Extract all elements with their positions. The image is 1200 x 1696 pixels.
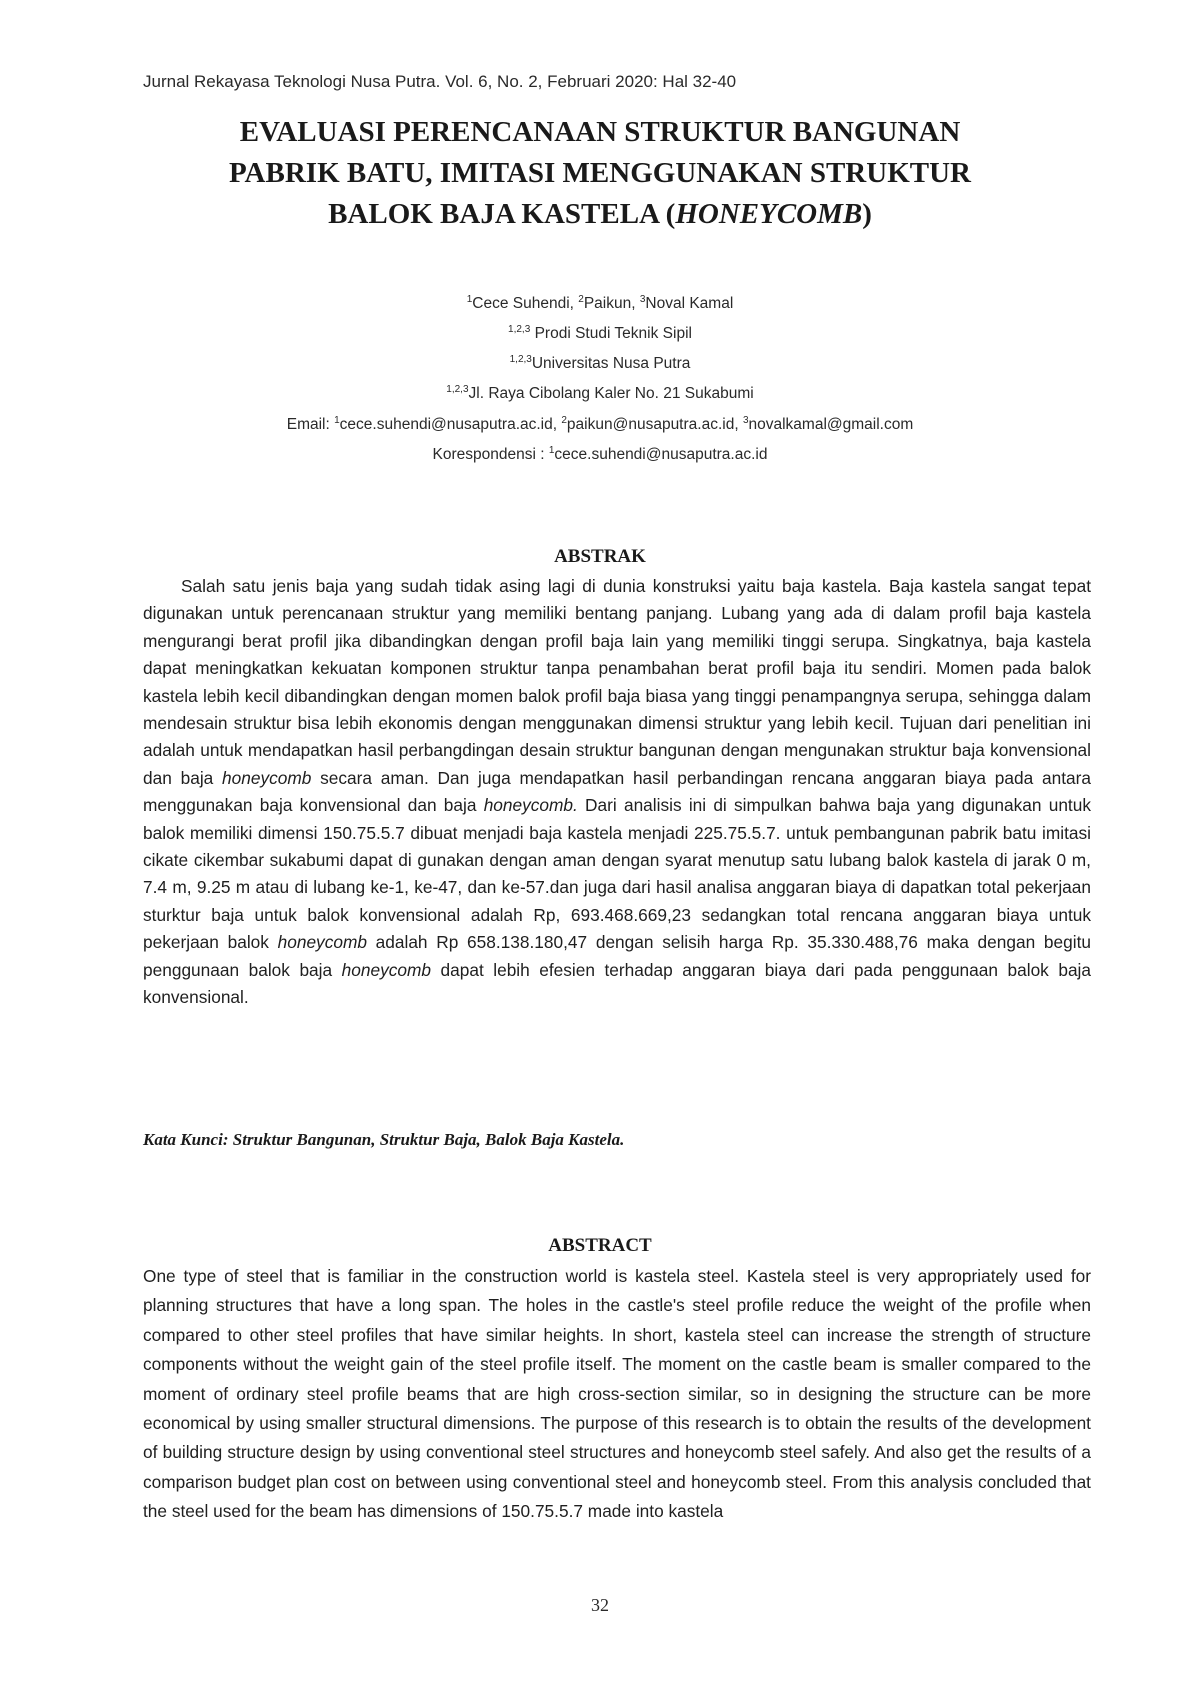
- title-honeycomb-italic: HONEYCOMB: [675, 198, 863, 230]
- email-1: cece.suhendi@nusaputra.ac.id,: [339, 415, 562, 433]
- author-3-sup: 3: [639, 294, 646, 305]
- author-3-name: Noval Kamal: [645, 295, 734, 313]
- paper-title: [140, 112, 1060, 235]
- abstrak-italic-3: honeycomb: [277, 932, 367, 953]
- author-block: [140, 287, 1060, 438]
- address-text: Jl. Raya Cibolang Kaler No. 21 Sukabumi: [468, 385, 754, 403]
- email-3-sup: 3: [742, 414, 749, 426]
- correspondence-label: Korespondensi :: [432, 446, 549, 464]
- author-2-name: Paikun,: [583, 295, 640, 313]
- abstrak-text-5: dapat lebih efesien terhadap anggaran biaya dari pada penggunaan balok baja konvensional.: [143, 959, 1091, 1008]
- correspondence-sup: 1: [548, 445, 555, 456]
- abstract-paragraph: One type of steel that is familiar in the construction world is kastela steel. Kastela steel is very appropriately used for planning structures that have a long span. The holes in the castle's steel profile reduce the weight of the profile when compared to other steel profiles that have similar heights. In short, kastela steel can increase the strength of structure components without the weight gain of the steel profile itself. The moment on the castle beam is smaller compared to the moment of ordinary steel profile beams that are high cross-section similar, so in designing the structure can be more economical by using smaller structural dimensions. The purpose of this research is to obtain the results of the development of building structure design by using conventional steel structures and honeycomb steel safely. And also get the results of a comparison budget plan cost on between using conventional steel and honeycomb steel. From this analysis concluded that the steel used for the beam has dimensions of 150.75.5.7 made into kastela: [143, 1266, 1091, 1522]
- abstrak-text-3: Dari analisis ini di simpulkan bahwa baja yang digunakan untuk balok memiliki dimensi 150.75.5.7 dibuat menjadi baja kastela menjadi 225.75.5.7. untuk pembangunan pabrik batu imitasi cikate cikembar sukabumi dapat di gunakan dengan aman dengan syarat menutup satu lubang balok kastela di jarak 0 m, 7.4 m, 9.25 m atau di lubang ke-1, ke-47, dan ke-57.dan juga dari hasil analisa anggaran biaya di dapatkan total pekerjaan sturktur baja untuk balok konvensional adalah Rp, 693.468.669,23 sedangkan total rencana anggaran biaya untuk pekerjaan balok: [143, 795, 1091, 953]
- department-sup: 1,2,3: [508, 324, 531, 336]
- author-department: [140, 317, 1060, 347]
- author-1-sup: 1: [466, 294, 473, 305]
- author-1-name: Cece Suhendi,: [472, 295, 579, 313]
- email-2: paikun@nusaputra.ac.id,: [566, 415, 743, 433]
- abstrak-paragraph: [143, 573, 1091, 1012]
- abstrak-italic-2: honeycomb.: [483, 795, 578, 816]
- abstrak-text-1: Salah satu jenis baja yang sudah tidak asing lagi di dunia konstruksi yaitu baja kastela. Baja kastela sangat tepat digunakan untuk perencanaan struktur yang memiliki bentang panjang. Lubang yang ada di dalam profil baja kastela mengurangi berat profil jika dibandingkan dengan profil baja lain yang memiliki tinggi serupa. Singkatnya, baja kastela dapat meningkatkan kekuatan komponen struktur tanpa penambahan berat profil baja itu sendiri. Momen pada balok kastela lebih kecil dibandingkan dengan momen balok profil baja biasa yang tinggi penampangnya serupa, sehingga dalam mendesain struktur bisa lebih ekonomis dengan menggunakan dimensi struktur yang lebih kecil. Tujuan dari penelitian ini adalah untuk mendapatkan hasil perbangdingan desain struktur bangunan dengan mengunakan struktur baja konvensional dan baja: [143, 576, 1091, 788]
- author-names: [140, 287, 1060, 317]
- abstrak-heading: ABSTRAK: [554, 546, 646, 567]
- email-1-sup: 1: [334, 414, 340, 426]
- page-number: 32: [591, 1595, 609, 1615]
- abstrak-text-2: secara aman. Dan juga mendapatkan hasil perbandingan rencana anggaran biaya pada antara menggunakan baja konvensional dan baja: [143, 767, 1091, 816]
- keywords: Kata Kunci: Struktur Bangunan, Struktur Baja, Balok Baja Kastela.: [143, 1130, 625, 1149]
- email-3: novalkamal@gmail.com: [748, 415, 914, 433]
- abstrak-italic-1: honeycomb: [222, 767, 312, 788]
- correspondence-line: [140, 445, 1060, 464]
- correspondence-email: cece.suhendi@nusaputra.ac.id: [554, 446, 768, 464]
- author-2-sup: 2: [578, 294, 584, 305]
- title-line-3-prefix: BALOK BAJA KASTELA (: [328, 198, 676, 230]
- title-line-1: EVALUASI PERENCANAAN STRUKTUR BANGUNAN: [239, 116, 961, 148]
- journal-running-head: Jurnal Rekayasa Teknologi Nusa Putra. Vol. 6, No. 2, Februari 2020: Hal 32-40: [143, 72, 737, 91]
- author-address: [140, 377, 1060, 407]
- abstrak-italic-4: honeycomb: [341, 959, 431, 980]
- university-text: Universitas Nusa Putra: [531, 355, 691, 373]
- address-sup: 1,2,3: [446, 384, 469, 396]
- author-university: [140, 347, 1060, 377]
- department-text: Prodi Studi Teknik Sipil: [530, 325, 692, 343]
- abstrak-text-4: adalah Rp 658.138.180,47 dengan selisih harga Rp. 35.330.488,76 maka dengan begitu penggunaan balok baja: [143, 932, 1091, 980]
- title-line-3-suffix: ): [862, 198, 872, 230]
- email-label: Email:: [286, 415, 335, 433]
- email-2-sup: 2: [561, 414, 567, 426]
- abstract-heading: ABSTRACT: [548, 1235, 652, 1256]
- university-sup: 1,2,3: [509, 354, 532, 366]
- title-line-2: PABRIK BATU, IMITASI MENGGUNAKAN STRUKTUR: [229, 157, 971, 189]
- title-line-3: [140, 194, 1060, 235]
- author-emails: [140, 408, 1060, 438]
